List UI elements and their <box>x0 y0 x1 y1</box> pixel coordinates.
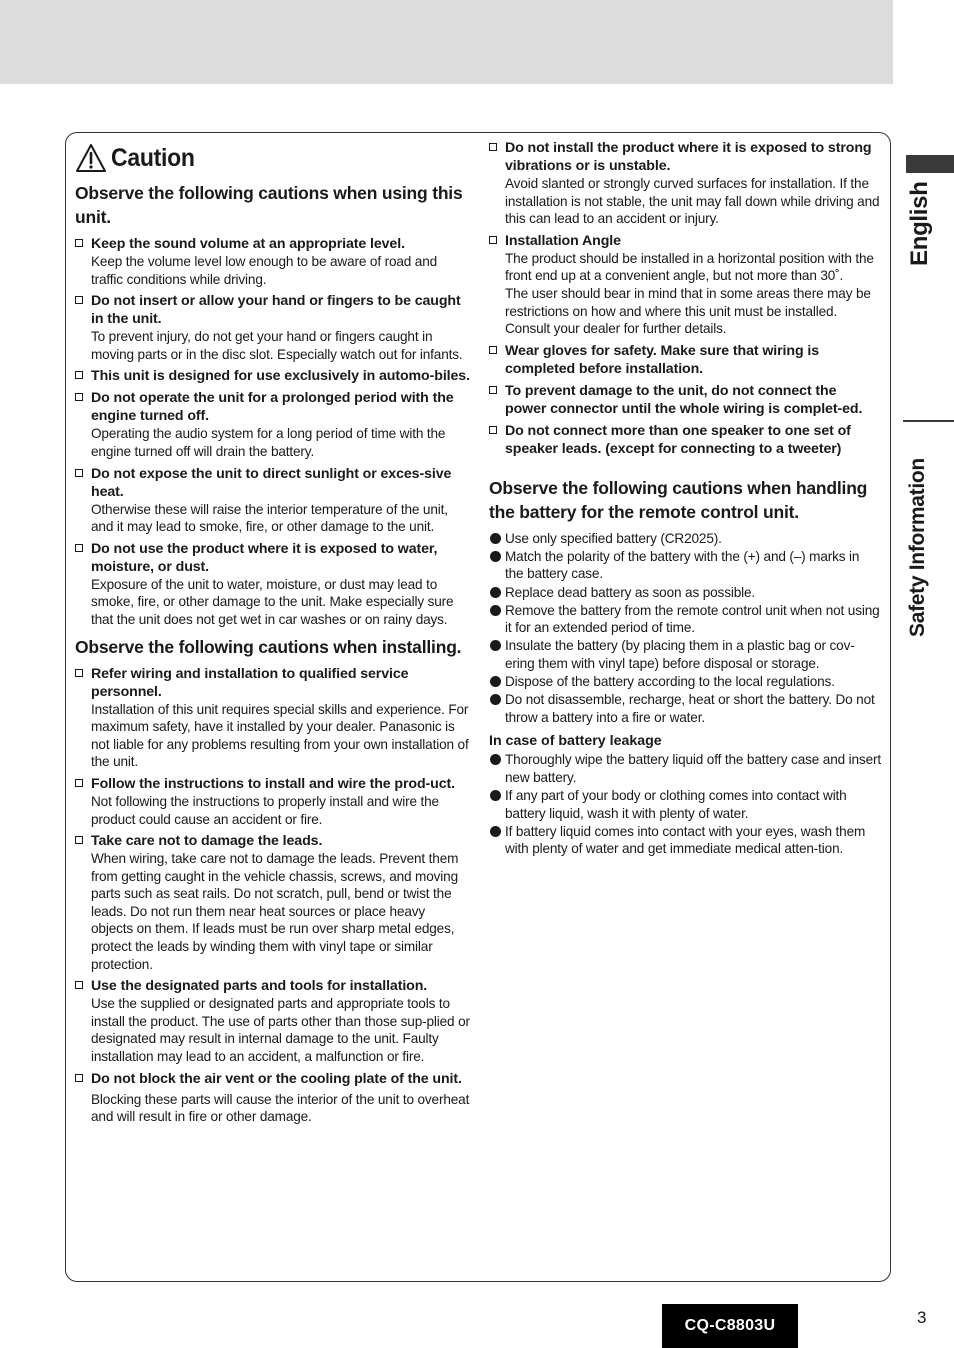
bullet-dot-icon <box>490 551 501 562</box>
caution-title: Caution <box>111 143 195 172</box>
item-head: Refer wiring and installation to qualified service personnel. <box>91 665 409 700</box>
battery-bullet-list <box>489 530 881 727</box>
caution-item <box>75 832 470 973</box>
leakage-bullet-list <box>489 751 881 858</box>
list-item <box>489 691 881 726</box>
bullet-text: Replace dead battery as soon as possible. <box>505 584 756 600</box>
caution-item <box>75 367 470 385</box>
caution-item <box>75 465 470 536</box>
list-item <box>489 584 881 602</box>
item-head: Do not expose the unit to direct sunlight or exces-sive heat. <box>91 465 452 500</box>
checkbox-bullet-icon <box>75 1074 83 1082</box>
warning-triangle-icon <box>75 143 107 173</box>
bullet-text: Thoroughly wipe the battery liquid off the battery case and insert new battery. <box>505 752 881 785</box>
item-head: Follow the instructions to install and wire the prod-uct. <box>91 775 455 792</box>
bullet-text: If any part of your body or clothing comes into contact with battery liquid, wash it with plenty of water. <box>505 787 847 821</box>
caution-item <box>75 292 470 363</box>
list-item <box>489 548 881 583</box>
checkbox-bullet-icon <box>489 346 497 354</box>
caution-item <box>75 389 470 460</box>
item-body: When wiring, take care not to damage the leads. Prevent them from getting caught in the vehicle chassis, screws, and moving parts such as seat rails. Do not scratch, pull, bend or twist the leads. Do not run them near heat sources or place heavy objects on them. If leads must be run over sharp metal edges, protect the leads by winding them with vinyl tape or similar protection. <box>91 851 459 972</box>
item-head: Use the designated parts and tools for installation. <box>91 978 428 995</box>
checkbox-bullet-icon <box>75 393 83 401</box>
item-body: Keep the volume level low enough to be aware of road and traffic conditions while driving. <box>91 254 438 287</box>
bullet-dot-icon <box>490 826 501 837</box>
caution-item <box>75 1070 470 1126</box>
item-body: Otherwise these will raise the interior temperature of the unit, and it may lead to smoke, fire, or other damage to the unit. <box>91 501 448 535</box>
section-heading-installing: Observe the following cautions when installing. <box>75 636 462 657</box>
bullet-dot-icon <box>490 676 501 687</box>
checkbox-bullet-icon <box>75 469 83 477</box>
bullet-text: Use only specified battery (CR2025). <box>505 530 722 546</box>
bullet-dot-icon <box>490 640 501 651</box>
bullet-dot-icon <box>490 790 501 801</box>
item-body: Not following the instructions to properly install and wire the product could cause an accident or fire. <box>91 793 439 827</box>
item-body: The product should be installed in a horizontal position with the front end up at a convenient angle, but not more than 30˚. <box>505 250 874 284</box>
model-badge: CQ-C8803U <box>662 1304 798 1348</box>
caution-item <box>75 235 470 288</box>
caution-heading <box>75 143 470 173</box>
side-divider <box>903 420 954 422</box>
header-band <box>0 0 893 84</box>
checkbox-bullet-icon <box>75 981 83 989</box>
checkbox-bullet-icon <box>75 779 83 787</box>
list-item <box>489 637 881 672</box>
checkbox-bullet-icon <box>489 143 497 151</box>
list-item <box>489 602 881 637</box>
caution-item <box>75 775 470 828</box>
section-heading-using: Observe the following cautions when using this unit. <box>75 183 463 227</box>
leakage-heading: In case of battery leakage <box>489 733 662 750</box>
item-body: Use the supplied or designated parts and appropriate tools to install the product. The use of parts other than those sup-plied or designated may result in internal damage to the unit. Faulty installation may lead to an accident, a malfunction or fire. <box>91 996 470 1065</box>
bullet-text: Do not disassemble, recharge, heat or short the battery. Do not throw a battery into a fire or water. <box>505 692 875 725</box>
item-head: To prevent damage to the unit, do not connect the power connector until the whole wiring is complet-ed. <box>505 382 863 417</box>
caution-item <box>75 665 470 771</box>
item-body: Avoid slanted or strongly curved surfaces for installation. If the installation is not stable, the unit may fall down while driving and this can lead to an accident or injury. <box>505 176 880 227</box>
section-heading-battery: Observe the following cautions when handling the battery for the remote control unit. <box>489 477 868 522</box>
left-column <box>75 143 470 1130</box>
right-column <box>489 139 881 858</box>
checkbox-bullet-icon <box>489 426 497 434</box>
side-section-label: Safety Information <box>906 458 929 637</box>
bullet-dot-icon <box>490 694 501 705</box>
item-head: Installation Angle <box>505 232 621 249</box>
list-item <box>489 751 881 786</box>
checkbox-bullet-icon <box>75 836 83 844</box>
side-language-label: English <box>906 181 933 266</box>
caution-item <box>75 977 470 1065</box>
bullet-text: Remove the battery from the remote control unit when not using it for an extended period of time. <box>505 602 880 636</box>
item-head: Do not install the product where it is exposed to strong vibrations or is unstable. <box>505 140 872 174</box>
caution-item <box>489 139 881 228</box>
checkbox-bullet-icon <box>489 236 497 244</box>
item-head: Do not use the product where it is exposed to water, moisture, or dust. <box>91 540 438 575</box>
checkbox-bullet-icon <box>75 669 83 677</box>
caution-item <box>75 540 470 629</box>
bullet-dot-icon <box>490 605 501 616</box>
item-head: Take care not to damage the leads. <box>91 833 323 850</box>
checkbox-bullet-icon <box>75 544 83 552</box>
item-head: This unit is designed for use exclusively in automo-biles. <box>91 368 470 385</box>
caution-item <box>489 382 881 418</box>
list-item <box>489 673 881 691</box>
item-body: Installation of this unit requires special skills and experience. For maximum safety, have it installed by your dealer. Panasonic is not liable for any problems resulting from your own installation of the unit. <box>91 701 469 770</box>
bullet-text: Insulate the battery (by placing them in a plastic bag or cov-ering them with vinyl tape) before disposal or storage. <box>505 638 855 671</box>
list-item <box>489 823 881 858</box>
bullet-dot-icon <box>490 754 501 765</box>
checkbox-bullet-icon <box>489 386 497 394</box>
item-head: Do not block the air vent or the cooling plate of the unit. <box>91 1070 462 1087</box>
page-number: 3 <box>917 1308 927 1327</box>
item-head: Do not insert or allow your hand or fingers to be caught in the unit. <box>91 293 461 328</box>
bullet-text: Dispose of the battery according to the local regulations. <box>505 674 835 689</box>
checkbox-bullet-icon <box>75 371 83 379</box>
item-head: Do not connect more than one speaker to one set of speaker leads. (except for connecting to a tweeter) <box>505 422 851 457</box>
item-body: Blocking these parts will cause the interior of the unit to overheat and will result in fire or other damage. <box>91 1091 470 1125</box>
item-body: Exposure of the unit to water, moisture, or dust may lead to smoke, fire, or other damage to the unit. Make especially sure that the unit does not get wet in car washes or on rainy days. <box>91 576 454 627</box>
item-body: Operating the audio system for a long period of time with the engine turned off will drain the battery. <box>91 426 446 459</box>
item-head: Keep the sound volume at an appropriate level. <box>91 236 405 252</box>
item-body: The user should bear in mind that in some areas there may be restrictions on how and where this unit must be installed. Consult your dealer for further details. <box>505 285 871 337</box>
caution-item <box>489 232 881 338</box>
checkbox-bullet-icon <box>75 239 83 247</box>
list-item <box>489 787 881 822</box>
bullet-dot-icon <box>490 587 501 598</box>
bullet-dot-icon <box>490 533 501 544</box>
caution-item <box>489 342 881 378</box>
checkbox-bullet-icon <box>75 296 83 304</box>
bullet-text: If battery liquid comes into contact with your eyes, wash them with plenty of water and get immediate medical atten-tion. <box>505 823 866 857</box>
side-tab-marker <box>906 155 954 173</box>
item-head: Wear gloves for safety. Make sure that wiring is completed before installation. <box>505 342 819 377</box>
caution-item <box>489 422 881 458</box>
item-head: Do not operate the unit for a prolonged period with the engine turned off. <box>91 390 454 425</box>
item-body: To prevent injury, do not get your hand or fingers caught in moving parts or in the disc slot. Especially watch out for infants. <box>91 329 463 362</box>
list-item <box>489 530 881 548</box>
bullet-text: Match the polarity of the battery with the (+) and (–) marks in the battery case. <box>505 548 860 582</box>
